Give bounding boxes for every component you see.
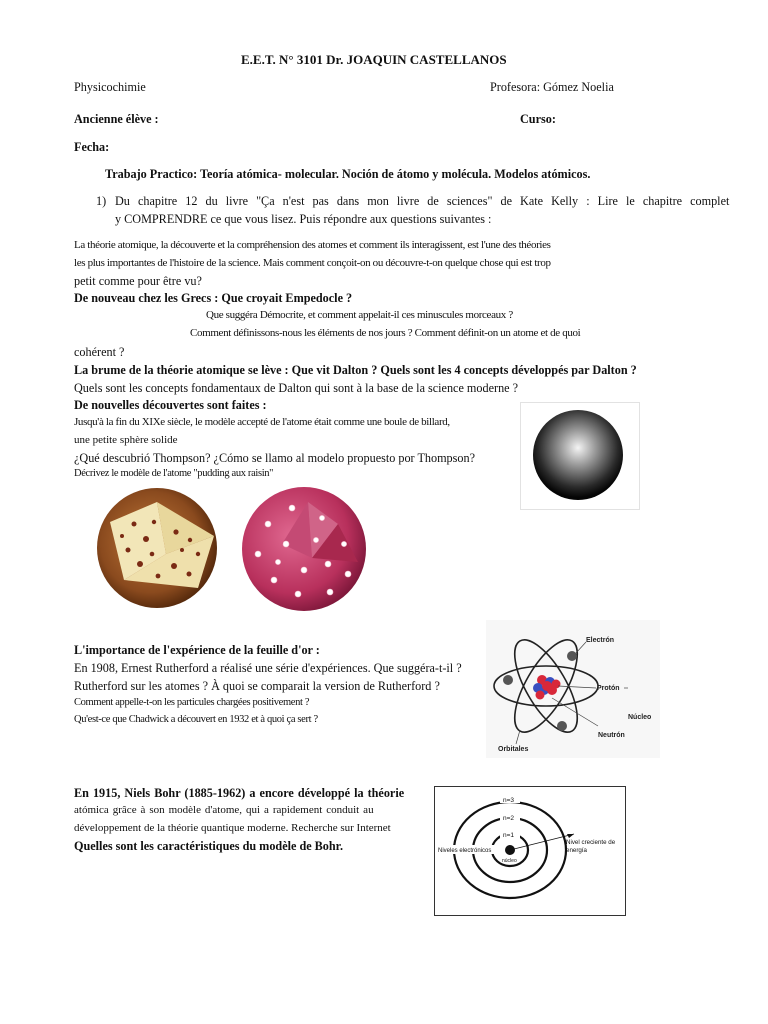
rutherford-question-2: Qu'est-ce que Chadwick a découvert en 1932 et à quoi ça sert ? <box>74 714 318 725</box>
rutherford-line-1: En 1908, Ernest Rutherford a réalisé une série d'expériences. Que suggéra-t-il ? <box>74 661 462 675</box>
plum-sphere-cutaway-icon <box>238 484 372 614</box>
bohr-atom-icon <box>434 786 626 916</box>
rutherford-question-1: Comment appelle-t-on les particules chargées positivement ? <box>74 697 310 708</box>
bohr-line-3: développement de la théorie quantique moderne. Recherche sur Internet <box>74 822 391 834</box>
greeks-heading: De nouveau chez les Grecs : Que croyait Empedocle ? <box>74 291 353 305</box>
instruction-line-2: y COMPRENDRE ce que vous lisez. Puis répondre aux questions suivantes : <box>115 212 492 226</box>
rutherford-line-2: Rutherford sur les atomes ? À quoi se comparait la version de Rutherford ? <box>74 679 440 693</box>
nucleus-label: Núcleo <box>628 714 652 721</box>
bohr-nucleus-label: núcleo <box>502 858 517 864</box>
subject-label: Physicochimie <box>74 80 146 94</box>
neutron-label: Neutrón <box>598 732 625 739</box>
electron-levels-label: Niveles electrónicos <box>438 848 492 854</box>
thomson-line-1: Jusqu'à la fin du XIXe siècle, le modèle accepté de l'atome était comme une boule de billard, <box>74 416 450 428</box>
billiard-ball-sphere-icon <box>520 402 640 510</box>
energy-level-label-2: energía <box>566 847 587 854</box>
thomson-heading: De nouvelles découvertes sont faites : <box>74 398 267 412</box>
proton-label: Protón <box>597 685 620 692</box>
electron-label: Electrón <box>586 637 615 644</box>
orbitals-label: Orbitales <box>498 746 529 753</box>
student-label: Ancienne élève : <box>74 112 159 126</box>
worksheet-title: Trabajo Practico: Teoría atómica- molecular. Noción de átomo y molécula. Modelos atómicos. <box>105 167 591 181</box>
instruction-line-1: Du chapitre 12 du livre "Ça n'est pas dans mon livre de sciences" de Kate Kelly : Lire le chapitre complet <box>115 194 730 208</box>
shell-n2-label: n=2 <box>503 815 515 822</box>
date-label: Fecha: <box>74 140 110 154</box>
greeks-question-2-end: cohérent ? <box>74 345 125 359</box>
instruction-number: 1) <box>96 194 107 208</box>
plum-pudding-cake-icon <box>94 484 222 612</box>
thomson-question-2: Décrivez le modèle de l'atome "pudding aux raisin" <box>74 468 274 479</box>
greeks-question-1: Que suggéra Démocrite, et comment appelait-il ces minuscules morceaux ? <box>206 309 513 321</box>
shell-n1-label: n=1 <box>503 832 515 839</box>
greeks-question-2: Comment définissons-nous les éléments de nos jours ? Comment définit-on un atome et de quoi <box>190 327 581 339</box>
bohr-line-4: Quelles sont les caractéristiques du modèle de Bohr. <box>74 839 344 853</box>
energy-level-label-1: Nivel creciente de <box>566 839 616 846</box>
school-title: E.E.T. N° 3101 Dr. JOAQUIN CASTELLANOS <box>241 52 507 67</box>
course-label: Curso: <box>520 112 556 126</box>
dalton-question: Quels sont les concepts fondamentaux de Dalton qui sont à la base de la science moderne ? <box>74 381 519 395</box>
intro-line-1: La théorie atomique, la découverte et la compréhension des atomes et comment ils interagissent, est l'une des théories <box>74 239 551 251</box>
teacher-label: Profesora: Gómez Noelia <box>490 80 614 94</box>
thomson-line-2: une petite sphère solide <box>74 434 178 446</box>
rutherford-heading: L'importance de l'expérience de la feuille d'or : <box>74 643 320 657</box>
bohr-line-2: atómica grâce à son modèle d'atome, qui a rapidement conduit au <box>74 804 374 816</box>
thomson-question-1: ¿Qué descubrió Thompson? ¿Cómo se llamo al modelo propuesto por Thompson? <box>74 451 475 465</box>
intro-line-3: petit comme pour être vu? <box>74 274 202 288</box>
dalton-heading: La brume de la théorie atomique se lève : Que vit Dalton ? Quels sont les 4 concepts développés par Dalton ? <box>74 363 637 377</box>
intro-line-2: les plus importantes de l'histoire de la science. Mais comment conçoit-on ou découvre-t-on quelque chose qui est trop <box>74 257 551 269</box>
bohr-line-1: En 1915, Niels Bohr (1885-1962) a encore développé la théorie <box>74 786 405 800</box>
shell-n3-label: n=3 <box>503 797 515 804</box>
rutherford-atom-icon <box>486 620 660 758</box>
